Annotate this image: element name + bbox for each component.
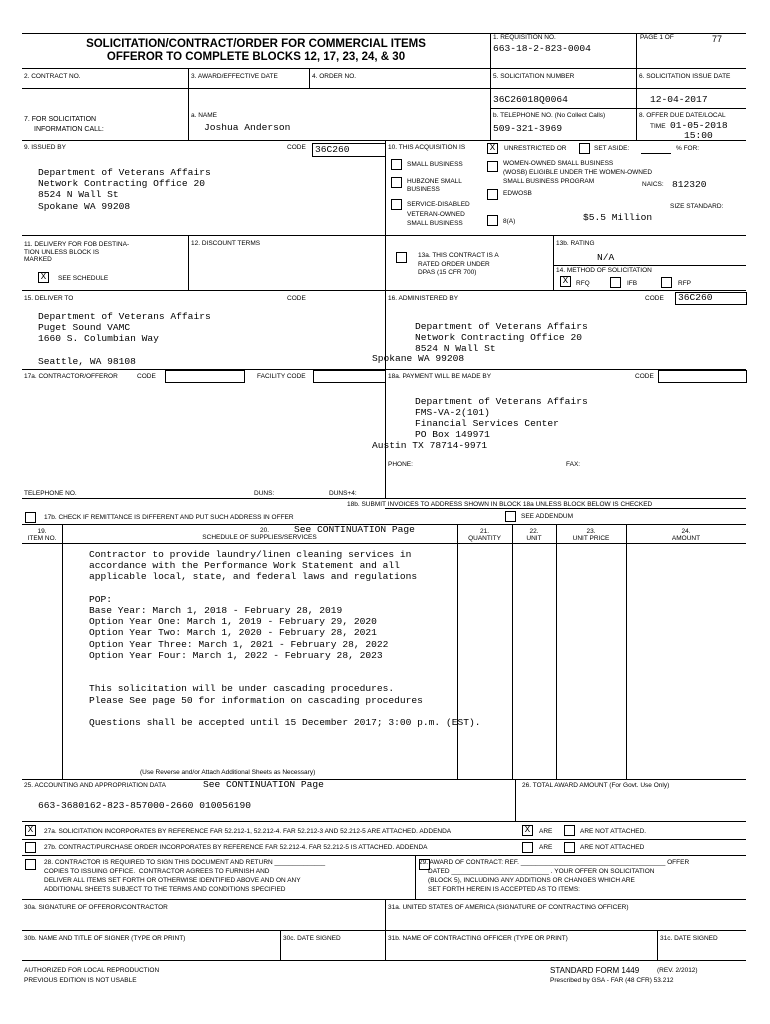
sdvosb-label: SERVICE-DISABLED VETERAN-OWNED SMALL BUSINESS: [407, 201, 470, 227]
col-schedule-note: See CONTINUATION Page: [294, 524, 415, 535]
issued-code-value[interactable]: 36C260: [315, 144, 350, 155]
rating-value[interactable]: N/A: [597, 252, 615, 263]
acquisition-label: 10. THIS ACQUISITION IS: [388, 144, 466, 151]
wosb-checkbox[interactable]: [487, 161, 498, 172]
payment-line2: FMS-VA-2(101): [415, 407, 490, 418]
naics-label: NAICS:: [642, 181, 664, 188]
rfq-label: RFQ: [576, 280, 590, 287]
payment-line4: PO Box 149971: [415, 429, 490, 440]
27b-are-not-checkbox[interactable]: [564, 842, 575, 853]
rfp-checkbox[interactable]: [661, 277, 672, 288]
27b-are-not-label: ARE NOT ATTACHED: [580, 844, 645, 851]
deliver-to-code-label: CODE: [287, 295, 306, 302]
payment-label: 18a. PAYMENT WILL BE MADE BY: [388, 373, 492, 380]
rating-label: 13b. RATING: [556, 240, 595, 247]
remittance-label: 17b. CHECK IF REMITTANCE IS DIFFERENT AND PUT SUCH ADDRESS IN OFFER: [44, 514, 294, 521]
edwosb-label: EDWOSB: [503, 190, 532, 197]
see-addendum-checkbox[interactable]: [505, 511, 516, 522]
total-award-label: 26. TOTAL AWARD AMOUNT (For Govt. Use Only): [522, 782, 670, 789]
footer-revision: (REV. 2/2012): [657, 967, 698, 974]
administered-by-label: 16. ADMINISTERED BY: [388, 295, 459, 302]
see-addendum-label: SEE ADDENDUM: [521, 513, 574, 520]
col-unit: 22. UNIT: [526, 528, 542, 542]
col-unit-price: 23. UNIT PRICE: [572, 528, 610, 542]
deliver-to-address: Department of Veterans Affairs Puget Sound VAMC 1660 S. Columbian Way Seattle, WA 98108: [38, 311, 211, 367]
col-amount: 24. AMOUNT: [671, 528, 701, 542]
footer-prescribed: Prescribed by GSA - FAR (48 CFR) 53.212: [550, 977, 674, 984]
administered-code-value[interactable]: 36C260: [678, 292, 713, 303]
block-29-text: 29. AWARD OF CONTRACT: REF. ________________________________________ OFFER DATED ___________________________ . YOUR OFFER ON SOLICITATION (BLOCK 5), INCLUDING ANY ADDITIONS OR CHANGES WHICH ARE SET FORTH HEREIN IS ACCEPTED AS TO ITEMS:: [419, 859, 690, 893]
payment-line5: Austin TX 78714-9971: [372, 440, 488, 451]
issue-date-value[interactable]: 12-04-2017: [650, 94, 708, 105]
small-business-checkbox[interactable]: [391, 159, 402, 170]
28-checkbox[interactable]: [25, 859, 36, 870]
payment-code-label: CODE: [635, 373, 654, 380]
27a-text: 27a. SOLICITATION INCORPORATES BY REFERENCE FAR 52.212-1, 52.212-4. FAR 52.212-3 AND 52.212-5 ARE ATTACHED. ADDENDA: [44, 828, 452, 835]
page-label: PAGE 1 OF: [640, 34, 674, 41]
page-total: 77: [712, 34, 723, 44]
reverse-note: (Use Reverse and/or Attach Additional Sheets as Necessary): [140, 769, 316, 776]
27b-checkbox[interactable]: [25, 842, 36, 853]
ifb-checkbox[interactable]: [610, 277, 621, 288]
small-business-label: SMALL BUSINESS: [407, 161, 463, 168]
30a-label: 30a. SIGNATURE OF OFFEROR/CONTRACTOR: [24, 904, 168, 911]
phone-label: PHONE:: [388, 461, 413, 468]
delivery-fob-label: 11. DELIVERY FOR FOB DESTINA- TION UNLESS BLOCK IS MARKED: [24, 241, 130, 263]
administered-line3: 8524 N Wall St: [415, 343, 496, 354]
issued-by-label: 9. ISSUED BY: [24, 144, 66, 151]
issued-code-label: CODE: [287, 144, 306, 151]
administered-code-label: CODE: [645, 295, 664, 302]
naics-value[interactable]: 812320: [672, 179, 707, 190]
footer-authorized: AUTHORIZED FOR LOCAL REPRODUCTION: [24, 967, 160, 974]
method-label: 14. METHOD OF SOLICITATION: [556, 267, 652, 274]
issued-by-address: Department of Veterans Affairs Network Contracting Office 20 8524 N Wall St Spokane WA 99208: [38, 167, 211, 212]
requisition-label: 1. REQUISITION NO.: [493, 34, 556, 41]
unrestricted-label: UNRESTRICTED OR: [504, 145, 567, 152]
col-schedule: SCHEDULE OF SUPPLIES/SERVICES: [202, 534, 317, 541]
telephone-value[interactable]: 509-321-3969: [493, 123, 563, 134]
discount-terms-label: 12. DISCOUNT TERMS: [191, 240, 261, 247]
order-no-label: 4. ORDER NO.: [312, 73, 357, 80]
remittance-checkbox[interactable]: [25, 512, 36, 523]
name-label: a. NAME: [191, 112, 218, 119]
award-date-label: 3. AWARD/EFFECTIVE DATE: [191, 73, 278, 80]
rfp-label: RFP: [678, 280, 691, 287]
rated-order-label: 13a. THIS CONTRACT IS A RATED ORDER UNDER DPAS (15 CFR 700): [418, 252, 499, 276]
form-title-line2: OFFEROR TO COMPLETE BLOCKS 12, 17, 23, 24, & 30: [106, 51, 406, 63]
administered-line1: Department of Veterans Affairs: [415, 321, 588, 332]
col-schedule-num: 20.: [260, 527, 270, 534]
issue-date-label: 6. SOLICITATION ISSUE DATE: [639, 73, 731, 80]
edwosb-checkbox[interactable]: [487, 189, 498, 200]
accounting-note: See CONTINUATION Page: [203, 779, 324, 790]
offer-due-label: 8. OFFER DUE DATE/LOCAL: [639, 112, 726, 119]
see-schedule-checkbox[interactable]: X: [38, 272, 49, 283]
31c-label: 31c. DATE SIGNED: [660, 935, 718, 942]
hubzone-label: HUBZONE SMALL BUSINESS: [407, 178, 462, 193]
size-standard-label: SIZE STANDARD:: [670, 203, 724, 210]
administered-line4: Spokane WA 99208: [372, 353, 465, 364]
block-28-text: 28. CONTRACTOR IS REQUIRED TO SIGN THIS DOCUMENT AND RETURN ______________ COPIES TO ISSUING OFFICE. CONTRACTOR AGREES TO FURNISH AND DELIVER ALL ITEMS SET FORTH OR OTHERWISE IDENTIFIED ABOVE AND ON ANY ADDITIONAL SHEETS SUBJECT TO THE TERMS AND CONDITIONS SPECIFIED: [44, 859, 326, 893]
contract-no-label: 2. CONTRACT NO.: [24, 73, 81, 80]
payment-line3: Financial Services Center: [415, 418, 559, 429]
solicitation-info-label2: INFORMATION CALL:: [34, 126, 104, 133]
facility-code-label: FACILITY CODE: [257, 373, 306, 380]
wosb-label: WOMEN-OWNED SMALL BUSINESS (WOSB) ELIGIBLE UNDER THE WOMEN-OWNED SMALL BUSINESS PROGRAM: [503, 160, 653, 185]
30b-label: 30b. NAME AND TITLE OF SIGNER (TYPE OR PRINT): [24, 935, 186, 942]
administered-line2: Network Contracting Office 20: [415, 332, 582, 343]
27b-text: 27b. CONTRACT/PURCHASE ORDER INCORPORATES BY REFERENCE FAR 52.212-4. FAR 52.212-5 IS ATTACHED. ADDENDA: [44, 844, 428, 851]
deliver-to-label: 15. DELIVER TO: [24, 295, 74, 302]
footer-previous-edition: PREVIOUS EDITION IS NOT USABLE: [24, 977, 137, 984]
schedule-description: Contractor to provide laundry/linen cleaning services in accordance with the Performance Work Statement and all applicable local, state, and federal laws and regulations POP: Base Year: March 1, 2018 - February 28, 2019 Option Year One: March 1, 2019 - February 29, 2020 Option Year Two: March 1, 2020 - February 28, 2021 Option Year Three: March 1, 2021 - February 28, 2022 Option Year Four: March 1, 2022 - February 28, 2023 This solicitation will be under cascading procedures. Please See page 50 for information on cascading procedures Questions shall be accepted until 15 December 2017; 3:00 p.m. (EST).: [89, 549, 481, 729]
8a-checkbox[interactable]: [487, 215, 498, 226]
fax-label: FAX:: [566, 461, 581, 468]
rated-order-checkbox[interactable]: [396, 252, 407, 263]
ifb-label: IFB: [627, 280, 638, 287]
hubzone-checkbox[interactable]: [391, 177, 402, 188]
percent-for-label: % FOR:: [676, 145, 700, 152]
submit-invoices-label: 18b. SUBMIT INVOICES TO ADDRESS SHOWN IN BLOCK 18a UNLESS BLOCK BELOW IS CHECKED: [347, 501, 653, 508]
duns-label: DUNS:: [254, 490, 275, 497]
telephone-label: b. TELEPHONE NO. (No Collect Calls): [493, 112, 606, 119]
30c-label: 30c. DATE SIGNED: [283, 935, 341, 942]
contact-name[interactable]: Joshua Anderson: [204, 122, 291, 133]
time-label: TIME: [650, 123, 666, 130]
payment-line1: Department of Veterans Affairs: [415, 396, 588, 407]
solicitation-number-label: 5. SOLICITATION NUMBER: [493, 73, 575, 80]
31a-label: 31a. UNITED STATES OF AMERICA (SIGNATURE OF CONTRACTING OFFICER): [388, 904, 629, 911]
telephone-no-label: TELEPHONE NO.: [24, 490, 77, 497]
27a-are-not-label: ARE NOT ATTACHED.: [580, 828, 647, 835]
requisition-value[interactable]: 663-18-2-823-0004: [493, 43, 591, 54]
contractor-label: 17a. CONTRACTOR/OFFEROR: [24, 373, 118, 380]
see-schedule-label: SEE SCHEDULE: [58, 275, 109, 282]
set-aside-checkbox[interactable]: [579, 143, 590, 154]
27b-are-checkbox[interactable]: [522, 842, 533, 853]
contractor-code-label: CODE: [137, 373, 156, 380]
27a-are-not-checkbox[interactable]: [564, 825, 575, 836]
accounting-value[interactable]: 663-3680162-823-857000-2660 010056190: [38, 800, 252, 811]
footer-form-number: STANDARD FORM 1449: [550, 966, 640, 975]
27a-are-checkbox[interactable]: X: [522, 825, 533, 836]
unrestricted-checkbox[interactable]: X: [487, 143, 498, 154]
offer-due-time[interactable]: 15:00: [684, 130, 713, 141]
solicitation-info-label1: 7. FOR SOLICITATION: [24, 116, 97, 123]
set-aside-label: SET ASIDE:: [594, 145, 630, 152]
27a-are-label: ARE: [539, 828, 553, 835]
27a-checkbox[interactable]: X: [25, 825, 36, 836]
size-standard-value[interactable]: $5.5 Million: [583, 212, 653, 223]
solicitation-number-value[interactable]: 36C26018Q0064: [493, 94, 568, 105]
27b-are-label: ARE: [539, 844, 553, 851]
col-item-no: 19. ITEM NO.: [27, 528, 57, 542]
sdvosb-checkbox[interactable]: [391, 199, 402, 210]
form-title-line1: SOLICITATION/CONTRACT/ORDER FOR COMMERCIAL ITEMS: [86, 38, 426, 50]
rfq-checkbox[interactable]: X: [560, 276, 571, 287]
duns4-label: DUNS+4:: [329, 490, 357, 497]
offer-due-date[interactable]: 01-05-2018: [670, 120, 728, 131]
accounting-label: 25. ACCOUNTING AND APPROPRIATION DATA: [24, 782, 166, 789]
31b-label: 31b. NAME OF CONTRACTING OFFICER (TYPE OR PRINT): [388, 935, 568, 942]
col-quantity: 21. QUANTITY: [468, 528, 501, 542]
8a-label: 8(A): [503, 218, 516, 225]
